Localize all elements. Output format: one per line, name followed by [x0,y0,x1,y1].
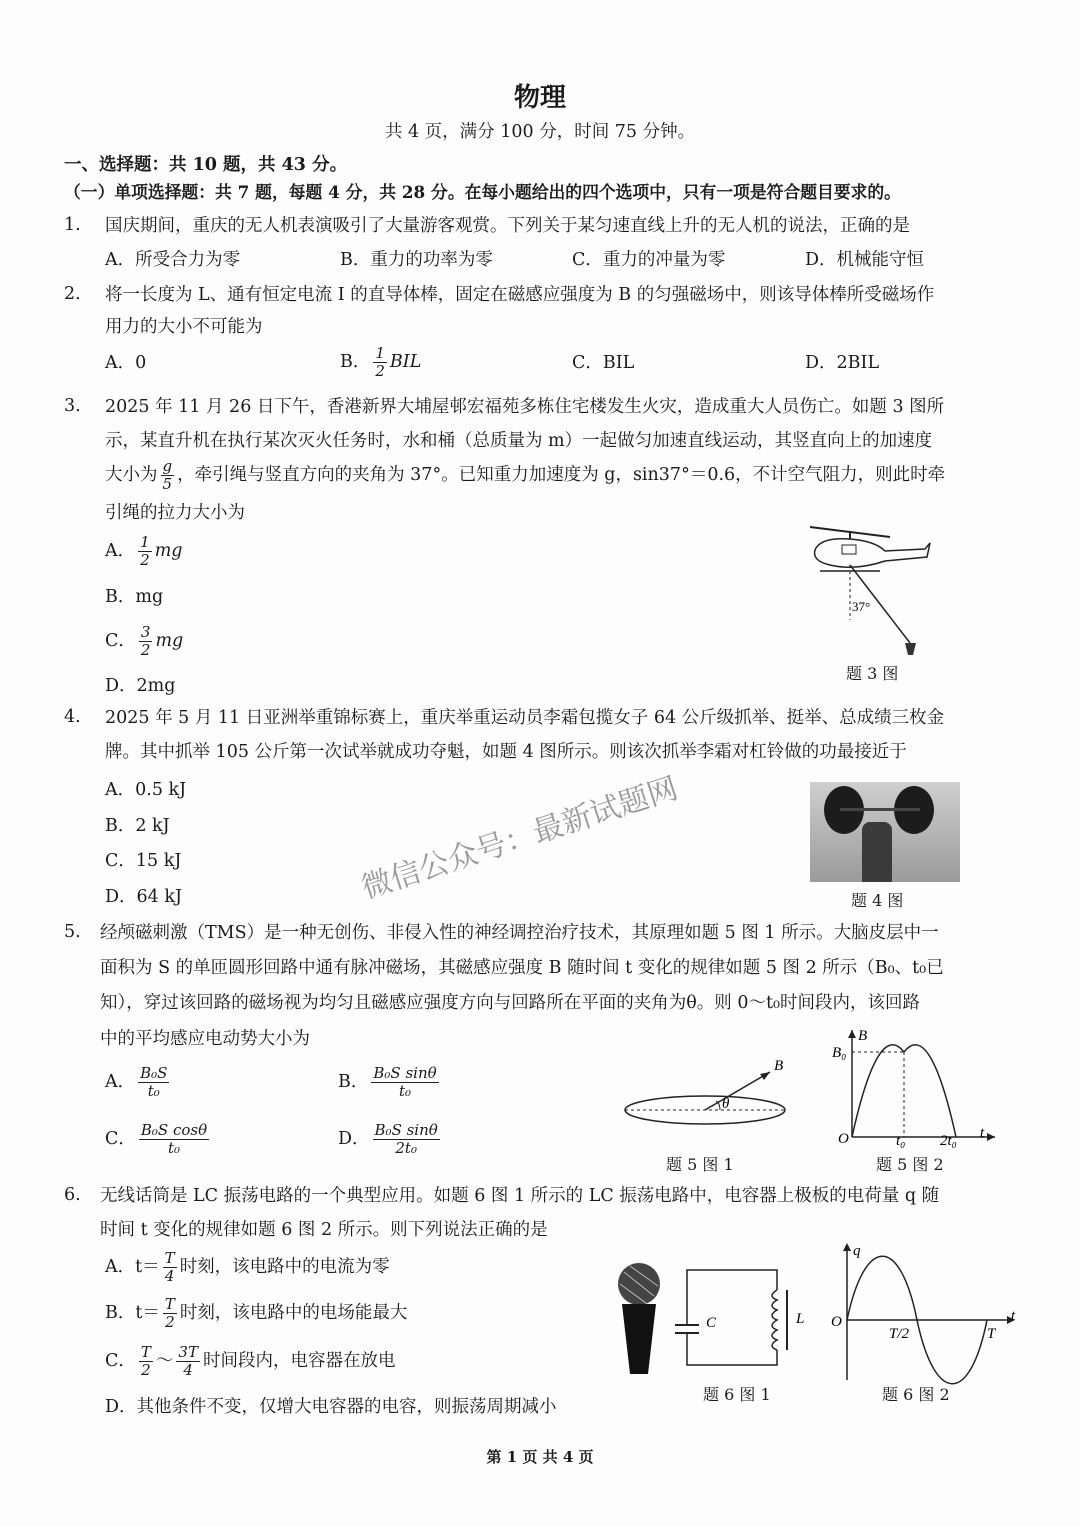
figure-caption: 题 6 图 2 [882,1385,950,1404]
denominator: t₀ [147,1082,160,1100]
question-number: 3. [64,396,81,416]
question-text: 牌。其中抓举 105 公斤第一次试举就成功夺魁，如题 4 图所示。则该次抓举李霜对杠铃做的功最接近于 [105,742,907,762]
option-b [105,1296,407,1331]
numerator: B₀S [140,1064,168,1082]
numerator: T [140,1343,151,1361]
option-b: B．2 kJ [105,816,170,836]
option-d: D．2BIL [805,353,880,373]
option-tail: BIL [389,352,422,372]
question-text: 2025 年 5 月 11 日亚洲举重锦标赛上，重庆举重运动员李霜包揽女子 64 公斤级抓举、挺举、总成绩三枚金 [105,708,945,728]
inductor-label: L [796,1311,805,1327]
microphone-icon [612,1262,672,1377]
option-label: B． [340,352,371,372]
text: B．t＝ [105,1303,160,1323]
angle-label: θ [722,1096,730,1112]
text: 大小为 [105,465,158,485]
option-d: D．64 kJ [105,887,182,907]
question-number: 6. [64,1185,81,1205]
denominator: 5 [162,475,173,493]
b-t-graph [830,1025,1010,1150]
option-tail: mg [154,541,183,561]
option-c [105,1122,212,1157]
option-label: D． [338,1129,370,1149]
figure-caption: 题 6 图 1 [703,1385,771,1404]
question-text: 面积为 S 的单匝圆形回路中通有脉冲磁场，其磁感应强度 B 随时间 t 变化的规律如题 5 图 2 所示（B₀、t₀已 [100,958,944,978]
question-text: 用力的大小不可能为 [105,317,263,337]
text: 时间段内，电容器在放电 [202,1351,396,1371]
figure-caption: 题 5 图 2 [876,1155,944,1174]
denominator: 2 [375,362,385,380]
fraction [139,1122,209,1157]
option-d: D．2mg [105,676,176,696]
fraction [138,1065,169,1100]
option-c: C．重力的冲量为零 [572,250,726,270]
option-label: C． [105,1129,136,1149]
section-subheading: （一）单项选择题：共 7 题，每题 4 分，共 28 分。在每小题给出的四个选项中，只有一项是符合题目要求的。 [64,182,901,202]
origin-label: O [838,1131,849,1147]
option-d [338,1122,443,1157]
text: ，牵引绳与竖直方向的夹角为 37°。已知重力加速度为 g，sin37°＝0.6，不计空气阻力，则此时牵 [177,465,946,485]
option-b: B．mg [105,587,164,607]
y-axis-label: B [858,1028,868,1044]
option-c: C．BIL [572,353,635,373]
text: 时刻，该电路中的电流为零 [179,1257,390,1277]
option-d: D．其他条件不变，仅增大电容器的电容，则振荡周期减小 [105,1397,557,1417]
option-a [105,534,182,569]
denominator: 2 [165,1313,175,1331]
option-label: C． [105,631,136,651]
b0-label: B₀ [832,1045,847,1061]
option-c [105,1344,395,1379]
fraction [373,1122,440,1157]
figure-caption: 题 3 图 [846,664,899,683]
option-a: A．0 [105,353,147,373]
denominator: t₀ [398,1082,412,1100]
numerator: B₀S cosθ [140,1121,208,1139]
text: A．t＝ [105,1257,160,1277]
2t0-label: 2t₀ [940,1133,957,1149]
question-text: 无线话筒是 LC 振荡电路的一个典型应用。如题 6 图 1 所示的 LC 振荡电路中，电容器上极板的电荷量 q 随 [100,1186,940,1206]
denominator: 2 [140,551,150,569]
capacitor-label: C [706,1315,717,1331]
fraction [176,1344,200,1379]
question-text: 示，某直升机在执行某次灭火任务时，水和桶（总质量为 m）一起做匀加速直线运动，其竖直向上的加速度 [105,431,933,451]
question-text [105,458,945,493]
text: ～ [155,1351,174,1371]
option-label: A． [105,1072,136,1092]
question-text: 2025 年 11 月 26 日下午，香港新界大埔屋邨宏福苑多栋住宅楼发生火灾，造成重大人员伤亡。如题 3 图所 [105,397,945,417]
question-text: 时间 t 变化的规律如题 6 图 2 所示。则下列说法正确的是 [100,1220,548,1240]
circuit-loop-figure [620,1050,800,1150]
question-text: 引绳的拉力大小为 [105,503,245,523]
page-footer: 第 1 页 共 4 页 [486,1448,594,1466]
watermark: 微信公众号：最新试题网 [357,770,683,907]
option-a: A．所受合力为零 [105,250,241,270]
numerator: 1 [375,344,385,362]
question-number: 4. [64,707,81,727]
question-number: 2. [64,284,81,304]
option-a [105,1250,390,1285]
t0-label: t₀ [896,1133,906,1149]
numerator: 1 [140,533,150,551]
question-text: 国庆期间，重庆的无人机表演吸引了大量游客观赏。下列关于某匀速直线上升的无人机的说法，正确的是 [105,216,910,236]
x-axis-label: t [980,1125,985,1141]
numerator: B₀S sinθ [374,1121,438,1139]
option-b [340,345,421,380]
text: 时刻，该电路中的电场能最大 [179,1303,408,1323]
option-label: A． [105,541,136,561]
numerator: 3 [140,623,151,641]
question-text: 经颅磁刺激（TMS）是一种无创伤、非侵入性的神经调控治疗技术，其原理如题 5 图 1 所示。大脑皮层中一 [100,923,939,943]
x-axis-label: t [1011,1308,1016,1324]
q-t-graph [825,1240,1020,1380]
question-number: 1. [64,215,81,235]
numerator: T [164,1249,175,1267]
option-c: C．15 kJ [105,851,182,871]
question-text: 知），穿过该回路的磁场视为均匀且磁感应强度方向与回路所在平面的夹角为θ。则 0～t₀时间段内，该回路 [100,993,921,1013]
section-heading: 一、选择题：共 10 题，共 43 分。 [64,155,348,175]
option-tail: mg [155,631,184,651]
option-b [338,1065,442,1100]
option-label: B． [338,1072,369,1092]
fraction [163,1250,177,1285]
option-c [105,624,183,659]
option-b: B．重力的功率为零 [340,250,493,270]
fraction [161,458,175,493]
figure-caption: 题 5 图 1 [666,1155,734,1174]
numerator: T [164,1295,175,1313]
numerator: g [162,457,173,475]
half-period-label: T/2 [889,1326,910,1342]
denominator: 2t₀ [395,1139,417,1157]
lc-circuit-figure [672,1265,812,1375]
fraction [138,534,152,569]
text: C． [105,1351,136,1371]
denominator: 2 [140,641,151,659]
question-text: 将一长度为 L、通有恒定电流 I 的直导体棒，固定在磁感应强度为 B 的匀强磁场中，则该导体棒所受磁场作 [105,285,935,305]
fraction [139,624,153,659]
page-title: 物理 [513,83,566,113]
figure-caption: 题 4 图 [851,891,904,910]
period-label: T [987,1326,996,1342]
fraction [163,1296,177,1331]
helicopter-figure [800,515,940,665]
weightlifting-photo [810,782,960,882]
option-a [105,1065,172,1100]
y-axis-label: q [853,1243,861,1259]
option-d: D．机械能守恒 [805,250,925,270]
origin-label: O [831,1314,842,1330]
fraction [139,1344,153,1379]
numerator: 3T [178,1343,198,1361]
question-text: 中的平均感应电动势大小为 [100,1029,310,1049]
fraction [371,1065,438,1100]
angle-label: 37° [852,599,871,614]
denominator: t₀ [167,1139,181,1157]
option-a: A．0.5 kJ [105,780,187,800]
denominator: 2 [141,1361,151,1379]
denominator: 4 [183,1361,193,1379]
fraction [373,345,387,380]
question-number: 5. [64,922,81,942]
numerator: B₀S sinθ [373,1064,437,1082]
field-label: B [774,1058,784,1074]
exam-info: 共 4 页，满分 100 分，时间 75 分钟。 [384,122,696,142]
denominator: 4 [164,1267,175,1285]
